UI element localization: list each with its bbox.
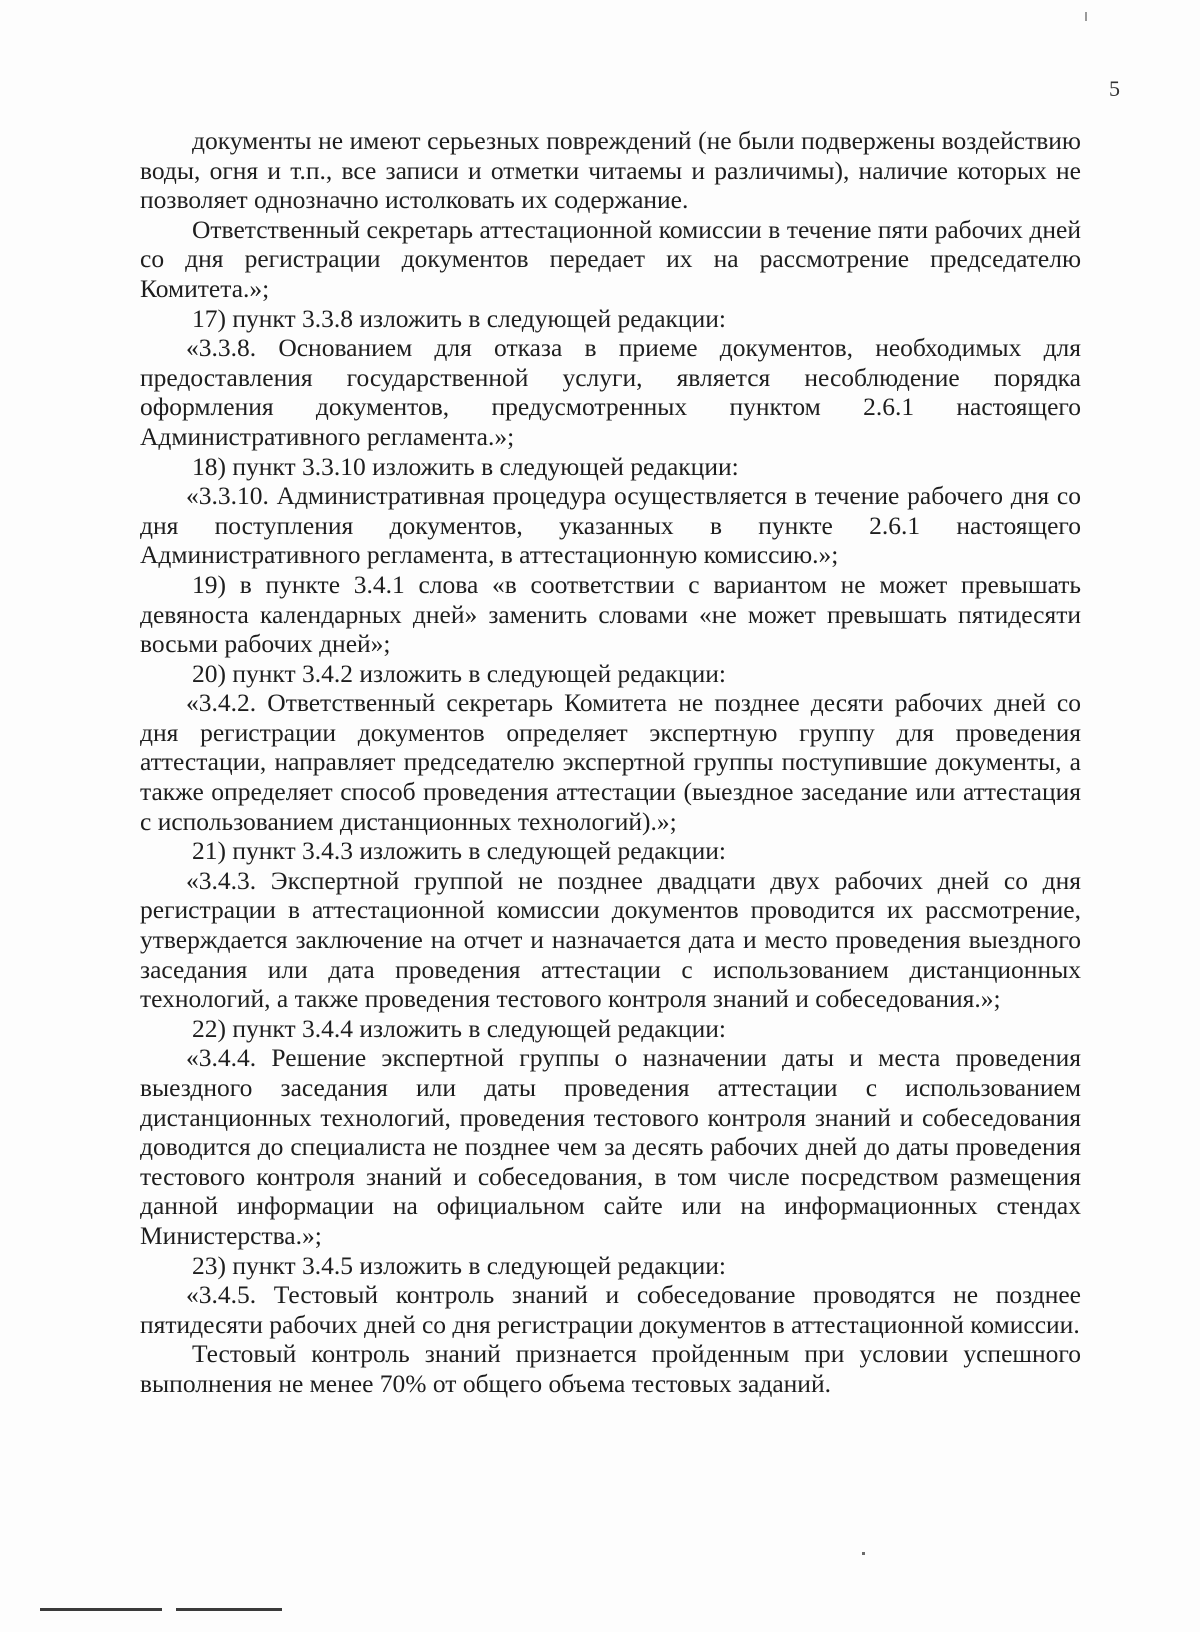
amendment-item-21: 21) пункт 3.4.3 изложить в следующей редакции: bbox=[192, 836, 726, 866]
clause-3-4-2: «3.4.2. Ответственный секретарь Комитета не позднее десяти рабочих дней со дня регистрации документов определяет экспертную группу для проведения аттестации, направляет председателю экспертной группы поступившие документы, а также определяет способ проведения аттестации (выездное заседание или аттестация с использованием дистанционных технологий).»; bbox=[140, 688, 1081, 836]
clause-3-4-3: «3.4.3. Экспертной группой не позднее двадцати двух рабочих дней со дня регистрации в аттестационной комиссии документов проводится их рассмотрение, утверждается заключение на отчет и назначается дата и место проведения выездного заседания или дата проведения аттестации с использованием дистанционных технологий, а также проведения тестового контроля знаний и собеседования.»; bbox=[140, 865, 1081, 1014]
document-body bbox=[140, 126, 1081, 1399]
clause-3-4-4: «3.4.4. Решение экспертной группы о назначении даты и места проведения выездного заседания или даты проведения аттестации с использованием дистанционных технологий, проведения тестового контроля знаний и собеседования доводится до специалиста не позднее чем за десять рабочих дней до даты проведения тестового контроля знаний и собеседования, в том числе посредством размещения данной информации на официальном сайте или на информационных стендах Министерства.»; bbox=[140, 1043, 1081, 1250]
page-number: 5 bbox=[1109, 76, 1120, 101]
amendment-item-22: 22) пункт 3.4.4 изложить в следующей редакции: bbox=[192, 1013, 726, 1043]
paragraph-secretary-transfer: Ответственный секретарь аттестационной комиссии в течение пяти рабочих дней со дня регистрации документов передает их на рассмотрение председателю Комитета.»; bbox=[140, 214, 1081, 303]
amendment-item-18: 18) пункт 3.3.10 изложить в следующей редакции: bbox=[192, 451, 739, 481]
amendment-item-17: 17) пункт 3.3.8 изложить в следующей редакции: bbox=[192, 303, 726, 333]
paragraph-continuation: документы не имеют серьезных повреждений (не были подвержены воздействию воды, огня и т.п., все записи и отметки читаемы и различимы), наличие которых не позволяет однозначно истолковать их содержание. bbox=[140, 126, 1081, 215]
amendment-item-19: 19) в пункте 3.4.1 слова «в соответствии с вариантом не может превышать девяноста календарных дней» заменить словами «не может превышать пятидесяти восьми рабочих дней»; bbox=[140, 569, 1081, 659]
scan-artifact-line bbox=[40, 1608, 162, 1611]
scan-artifact-dot bbox=[862, 1552, 865, 1555]
scan-artifact-line bbox=[176, 1608, 282, 1611]
scan-artifact-mark bbox=[1085, 12, 1087, 21]
paragraph-test-passing: Тестовый контроль знаний признается пройденным при условии успешного выполнения не менее 70% от общего объема тестовых заданий. bbox=[140, 1339, 1081, 1398]
clause-3-3-8: «3.3.8. Основанием для отказа в приеме документов, необходимых для предоставления государственной услуги, является несоблюдение порядка оформления документов, предусмотренных пунктом 2.6.1 настоящего Административного регламента.»; bbox=[140, 333, 1081, 451]
amendment-item-20: 20) пункт 3.4.2 изложить в следующей редакции: bbox=[192, 658, 726, 688]
amendment-item-23: 23) пункт 3.4.5 изложить в следующей редакции: bbox=[192, 1250, 726, 1280]
clause-3-4-5: «3.4.5. Тестовый контроль знаний и собеседование проводятся не позднее пятидесяти рабочих дней со дня регистрации документов в аттестационной комиссии. bbox=[140, 1280, 1081, 1339]
clause-3-3-10: «3.3.10. Административная процедура осуществляется в течение рабочего дня со дня поступления документов, указанных в пункте 2.6.1 настоящего Административного регламента, в аттестационную комиссию.»; bbox=[140, 481, 1081, 570]
